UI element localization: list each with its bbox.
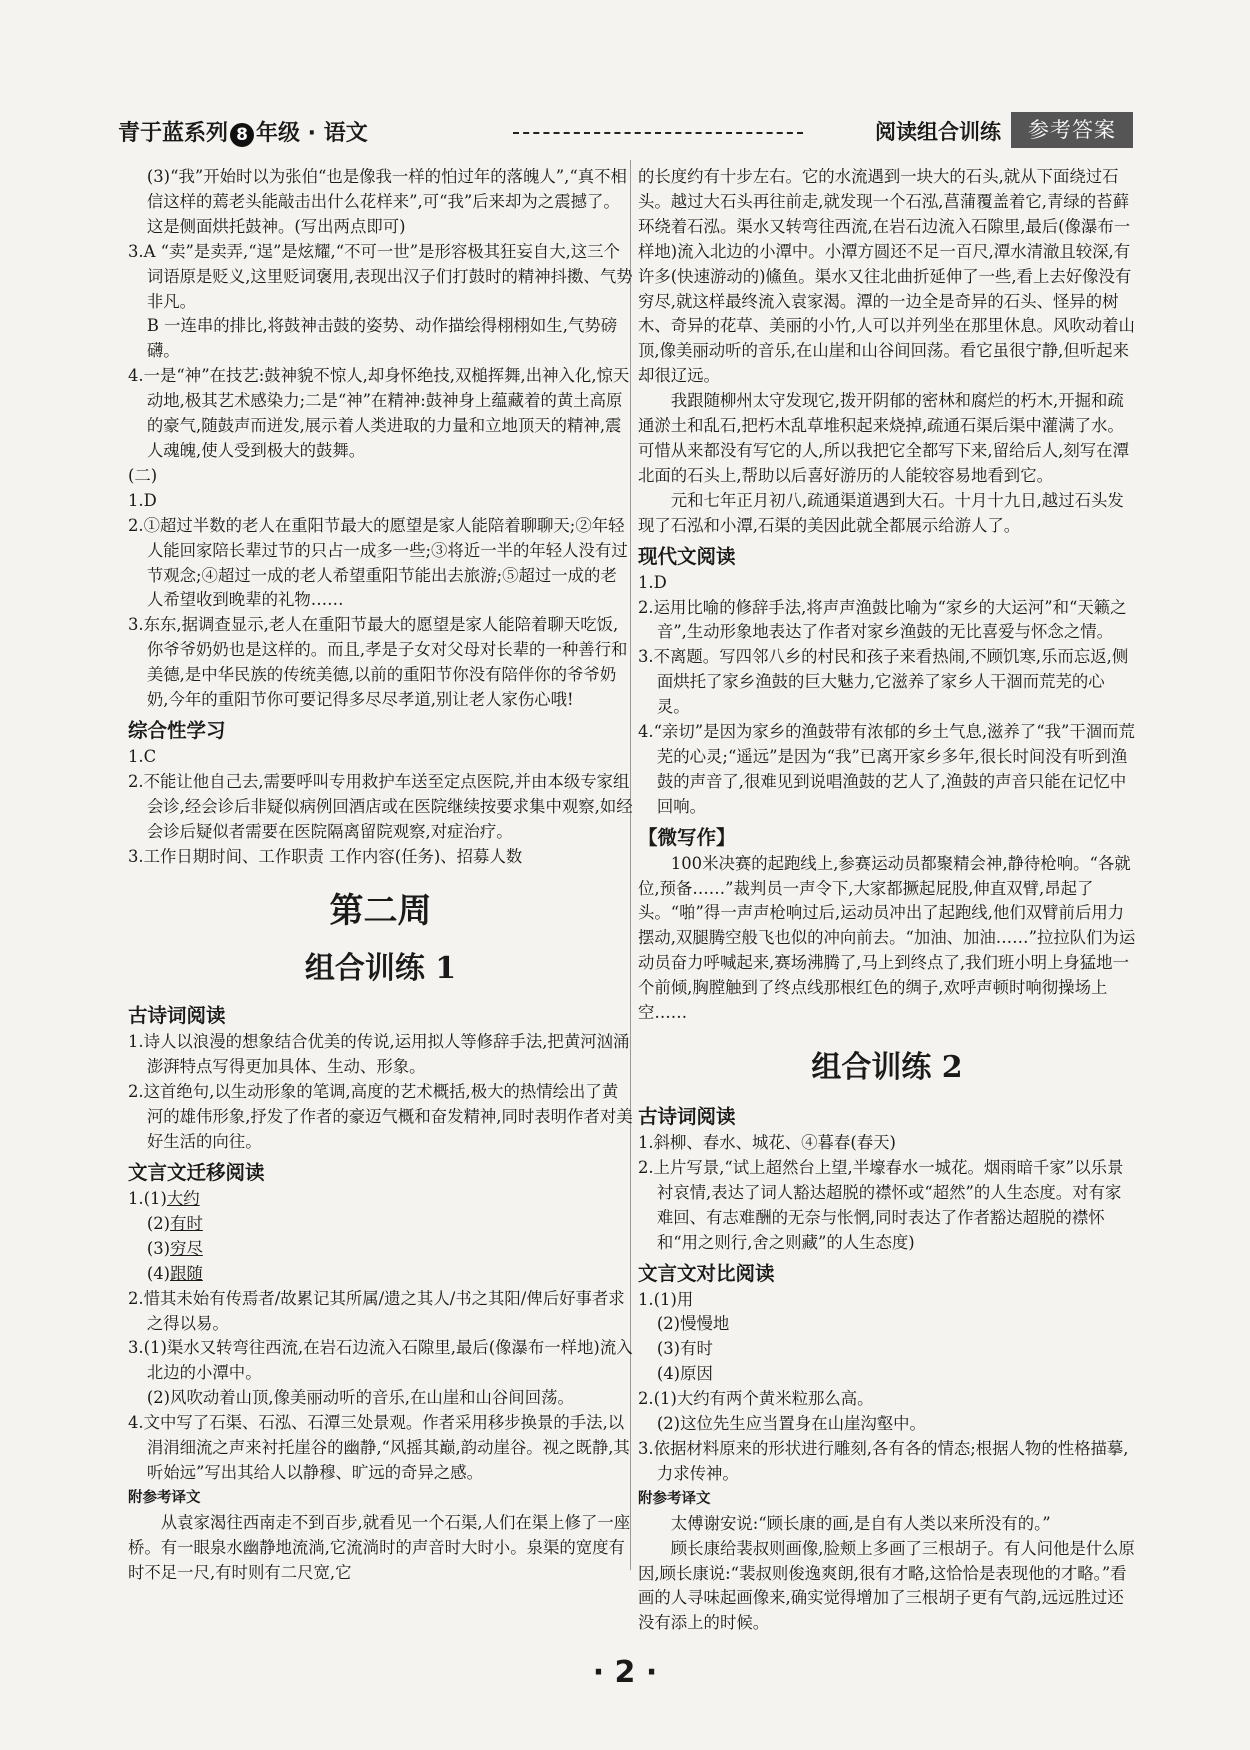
answer-item: 2.(1)大约有两个黄米粒那么高。 xyxy=(638,1389,874,1409)
section-heading: 现代文阅读 xyxy=(638,544,736,568)
section-heading: 【微写作】 xyxy=(638,825,736,849)
page-number: · 2 · xyxy=(592,1655,658,1690)
answer-item: 3.依据材料原来的形状进行雕刻,各有各的情态;根据人物的性格描摹,力求传神。 xyxy=(638,1438,1129,1483)
translation-paragraph: 从袁家渴往西南走不到百步,就看见一个石渠,人们在渠上修了一座桥。有一眼泉水幽静地流淌,它流淌时的声音时大时小。泉渠的宽度有时不足一尺,有时则有二尺宽,它 xyxy=(128,1512,631,1582)
item-number: (3) xyxy=(146,1238,171,1258)
section-heading: 古诗词阅读 xyxy=(128,1004,226,1028)
answer-key-badge: 参考答案 xyxy=(1011,112,1133,148)
answer-item: 3.不离题。写四邻八乡的村民和孩子来看热闹,不顾饥寒,乐而忘返,侧面烘托了家乡渔鼓的巨大魅力,它滋养了家乡人干涸而荒芜的心灵。 xyxy=(638,647,1129,717)
answer-item: 3.A “卖”是卖弄,“逞”是炫耀,“不可一世”是形容极其狂妄自大,这三个词语原是贬义,这里贬词褒用,表现出汉子们打鼓时的精神抖擞、气势非凡。 xyxy=(128,241,633,311)
underlined-answer: 跟随 xyxy=(170,1263,203,1283)
answer-item: 3.工作日期时间、工作职责 工作内容(任务)、招募人数 xyxy=(128,846,523,866)
grade-number-badge: 8 xyxy=(230,123,254,147)
underlined-answer: 穷尽 xyxy=(170,1238,203,1258)
answer-item: 2.不能让他自己去,需要呼叫专用救护车送至定点医院,并由本级专家组会诊,经会诊后非疑似病例回酒店或在医院继续按要求集中观察,如经会诊后疑似者需要在医院隔离留院观察,对症治疗。 xyxy=(128,771,633,841)
section-title: 阅读组合训练 xyxy=(875,120,1001,144)
translation-paragraph: 的长度约有十步左右。它的水流遇到一块大的石头,就从下面绕过石头。越过大石头再往前走,就发现一个石泓,菖蒲覆盖着它,青绿的苔藓环绕着石泓。渠水又转弯往西流,在岩石边流入石隙里,最后(像瀑布一样地)流入北边的小潭中。小潭方圆还不足一百尺,潭水清澈且较深,有许多(快速游动的)鯈鱼。渠水又往北曲折延伸了一些,看上去好像没有穷尽,就这样最终流入袁家渴。潭的一边全是奇异的石头、怪异的树木、奇异的花草、美丽的小竹,人可以并列坐在那里休息。风吹动着山顶,像美丽动听的音乐,在山崖和山谷间回荡。看它虽很宁静,但听起来却很辽远。 xyxy=(638,167,1135,386)
section-heading: 文言文对比阅读 xyxy=(638,1261,775,1285)
translation-heading: 附参考译文 xyxy=(128,1489,201,1506)
item-number: 1.(1) xyxy=(128,1189,167,1208)
answer-item: 4.“亲切”是因为家乡的渔鼓带有浓郁的乡土气息,滋养了“我”干涸而荒芜的心灵;“遥远”是因为“我”已离开家乡多年,很长时间没有听到渔鼓的声音了,很难见到说唱渔鼓的艺人了,渔鼓的声音只能在记忆中回响。 xyxy=(638,722,1135,816)
answer-item: (2)这位先生应当置身在山崖沟壑中。 xyxy=(656,1414,926,1434)
translation-paragraph: 太傅谢安说:“顾长康的画,是自有人类以来所没有的。” xyxy=(670,1513,1051,1533)
answer-item: 2.上片写景,“试上超然台上望,半壕春水一城花。烟雨暗千家”以乐景衬哀情,表达了词人豁达超脱的襟怀或“超然”的人生态度。对有家难回、有志难酬的无奈与怅惘,同时表达了作者豁达超脱的襟怀和“用之则行,舍之则藏”的人生态度) xyxy=(638,1157,1124,1252)
answer-item: 3.(1)渠水又转弯往西流,在岩石边流入石隙里,最后(像瀑布一样地)流入北边的小潭中。 xyxy=(128,1338,633,1383)
answer-item: 1.斜柳、春水、城花、④暮春(春天) xyxy=(638,1133,896,1152)
series-title xyxy=(118,116,368,147)
answer-item: 1.C xyxy=(128,746,157,766)
answer-item: 1.诗人以浪漫的想象结合优美的传说,运用拟人等修辞手法,把黄河汹涌澎湃特点写得更加具体、生动、形象。 xyxy=(128,1032,630,1077)
answer-item: 1.(1)用 xyxy=(638,1289,694,1309)
part-label: (二) xyxy=(128,465,158,485)
answer-item: 2.运用比喻的修辞手法,将声声渔鼓比喻为“家乡的大运河”和“天籁之音”,生动形象地表达了作者对家乡渔鼓的无比喜爱与怀念之情。 xyxy=(638,597,1127,642)
item-number: (2) xyxy=(146,1213,171,1233)
translation-heading: 附参考译文 xyxy=(638,1490,711,1507)
left-column xyxy=(128,165,633,1586)
section-heading: 古诗词阅读 xyxy=(638,1105,736,1128)
answer-item: 1.D xyxy=(638,572,667,592)
answer-item: 2.①超过半数的老人在重阳节最大的愿望是家人能陪着聊聊天;②年轻人能回家陪长辈过节的只占一成多一些;③将近一半的年轻人没有过节观念;④超过一成的老人希望重阳节能出去旅游;⑤超过一成的老人希望收到晚辈的礼物…… xyxy=(128,515,628,610)
answer-item: 1.D xyxy=(128,490,157,510)
micro-writing-paragraph: 100米决赛的起跑线上,参赛运动员都聚精会神,静待枪响。“各就位,预备……”裁判员一声令下,大家都撅起屁股,伸直双臂,昂起了头。“啪”得一声声枪响过后,运动员冲出了起跑线,他们双臂前后用力摆动,双腿腾空般飞也似的冲向前去。“加油、加油……”拉拉队们为运动员奋力呼喊起来,赛场沸腾了,马上到终点了,我们班小明上身猛地一个前倾,胸膛触到了终点线那根红色的绸子,欢呼声顿时响彻操场上空…… xyxy=(638,853,1136,1023)
grade-subject: 年级 · 语文 xyxy=(256,121,368,146)
answer-item xyxy=(128,1237,633,1262)
answer-item: (2)风吹动着山顶,像美丽动听的音乐,在山崖和山谷间回荡。 xyxy=(146,1388,574,1408)
answer-item xyxy=(128,1212,633,1237)
training-heading: 组合训练 1 xyxy=(304,951,457,987)
underlined-answer: 有时 xyxy=(170,1213,203,1233)
answer-item: 2.这首绝句,以生动形象的笔调,高度的艺术概括,极大的热情绘出了黄河的雄伟形象,抒发了作者的豪迈气概和奋发精神,同时表明作者对美好生活的向往。 xyxy=(128,1082,633,1152)
answer-item: (4)原因 xyxy=(656,1364,713,1384)
answer-item xyxy=(128,1187,633,1212)
header-dashed-rule xyxy=(513,132,803,134)
answer-item xyxy=(128,1262,633,1287)
answer-item: 4.文中写了石渠、石泓、石潭三处景观。作者采用移步换景的手法,以涓涓细流之声来衬托崖谷的幽静,“风摇其巅,韵动崖谷。视之既静,其听始远”写出其给人以静穆、旷远的奇异之感。 xyxy=(128,1413,630,1482)
section-heading: 综合性学习 xyxy=(128,718,226,742)
series-name: 青于蓝系列 xyxy=(118,121,229,146)
translation-paragraph: 顾长康给裴叔则画像,脸颊上多画了三根胡子。有人问他是什么原因,顾长康说:“裴叔则俊逸爽朗,很有才略,这恰恰是表现他的才略。”看画的人寻味起画像来,确实觉得增加了三根胡子更有气韵,远远胜过还没有添上的时候。 xyxy=(638,1538,1135,1633)
answer-item: 2.惜其未始有传焉者/故累记其所属/遗之其人/书之其阳/俾后好事者求之得以易。 xyxy=(128,1288,625,1333)
answer-item: B 一连串的排比,将鼓神击鼓的姿势、动作描绘得栩栩如生,气势磅礴。 xyxy=(146,316,618,361)
translation-paragraph: 元和七年正月初八,疏通渠道遇到大石。十月十九日,越过石头发现了石泓和小潭,石渠的美因此就全都展示给游人了。 xyxy=(638,490,1124,535)
item-number: (4) xyxy=(146,1263,171,1283)
week-heading: 第二周 xyxy=(329,891,432,932)
training-heading: 组合训练 2 xyxy=(811,1050,963,1085)
translation-paragraph: 我跟随柳州太守发现它,拨开阴郁的密林和腐烂的朽木,开掘和疏通淤土和乱石,把朽木乱草堆积起来烧掉,疏通石渠后渠中灌满了水。可惜从来都没有写它的人,所以我把它全都写下来,留给后人,刻写在潭北面的石头上,帮助以后喜好游历的人能较容易地看到它。 xyxy=(638,391,1129,485)
page-header xyxy=(118,112,1133,154)
answer-item: (3)“我”开始时以为张伯“也是像我一样的怕过年的落魄人”,“真不相信这样的蔫老头能敲击出什么花样来”,可“我”后来却为之震撼了。这是侧面烘托鼓神。(写出两点即可) xyxy=(146,167,627,236)
answer-item: (3)有时 xyxy=(656,1339,713,1359)
right-column xyxy=(638,165,1136,1636)
section-heading: 文言文迁移阅读 xyxy=(128,1161,265,1184)
answer-item: (2)慢慢地 xyxy=(656,1314,730,1334)
answer-item: 4.一是“神”在技艺:鼓神貌不惊人,却身怀绝技,双槌挥舞,出神入化,惊天动地,极其艺术感染力;二是“神”在精神:鼓神身上蕴藏着的黄土高原的豪气,随鼓声而迸发,展示着人类进取的力量和立地顶天的精神,震人魂魄,使人受到极大的鼓舞。 xyxy=(128,366,630,460)
underlined-answer: 大约 xyxy=(166,1189,200,1208)
answer-item: 3.东东,据调查显示,老人在重阳节最大的愿望是家人能陪着聊天吃饭,你爷爷奶奶也是这样的。而且,孝是子女对父母对长辈的一种善行和美德,是中华民族的传统美德,以前的重阳节你没有陪伴你的爷爷奶奶,今年的重阳节你可要记得多尽尽孝道,别让老人家伤心哦! xyxy=(128,615,628,710)
